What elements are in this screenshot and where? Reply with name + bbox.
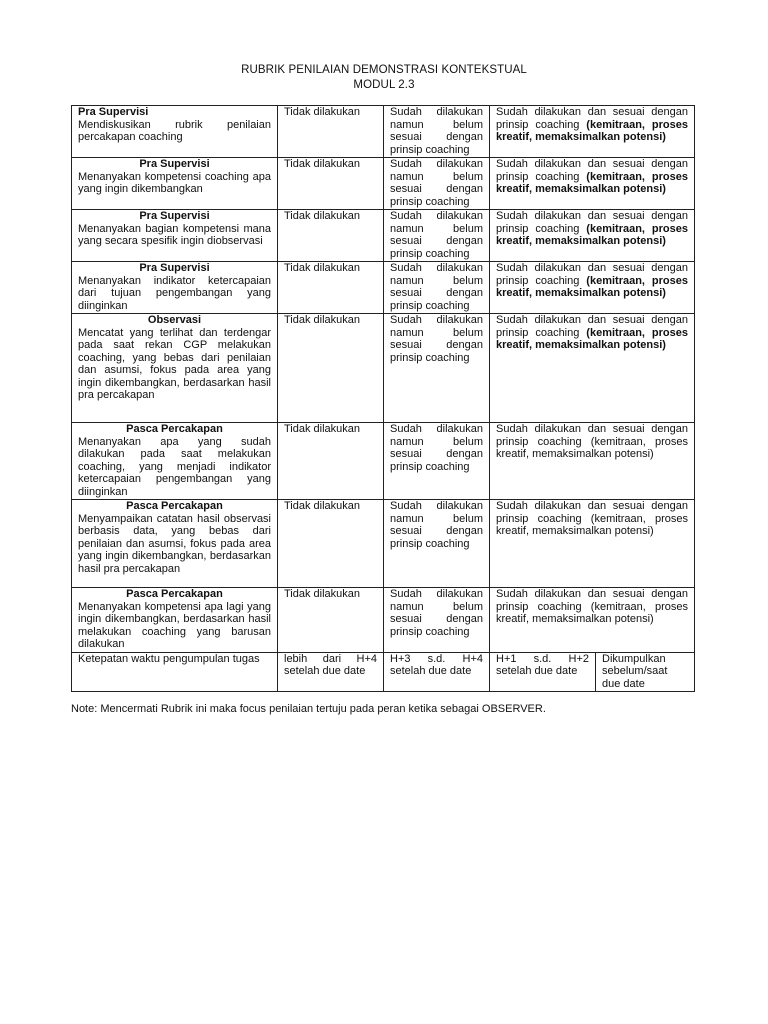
criterion-description: Menanyakan kompetensi apa lagi yang ingin dikembangkan, berdasarkan hasil melakukan coaching yang barusan dilakukan <box>78 600 271 650</box>
score-not-done: Tidak dilakukan <box>278 588 384 653</box>
score-level-1: lebih dari H+4 setelah due date <box>278 652 384 692</box>
criterion-cell <box>72 158 278 210</box>
score-full: Sudah dilakukan dan sesuai dengan prinsip coaching (kemitraan, proses kreatif, memaksimalkan potensi) <box>490 588 695 653</box>
score-partial: Sudah dilakukan namun belum sesuai dengan prinsip coaching <box>384 158 490 210</box>
score-full: Sudah dilakukan dan sesuai dengan prinsip coaching (kemitraan, proses kreatif, memaksimalkan potensi) <box>490 158 695 210</box>
score-full: Sudah dilakukan dan sesuai dengan prinsip coaching (kemitraan, proses kreatif, memaksimalkan potensi) <box>490 500 695 588</box>
table-row <box>72 314 695 423</box>
criterion-header: Pra Supervisi <box>139 158 210 170</box>
criterion-timeliness: Ketepatan waktu pengumpulan tugas <box>72 652 278 692</box>
observer-note: Note: Mencermati Rubrik ini maka focus penilaian tertuju pada peran ketika sebagai OBSERVER. <box>71 703 546 715</box>
criterion-header: Pasca Percakapan <box>126 500 223 512</box>
criterion-cell <box>72 500 278 588</box>
table-row <box>72 588 695 653</box>
criterion-description: Menanyakan apa yang sudah dilakukan pada saat melakukan coaching, yang menjadi indikator ketercapaian pengembangan yang diinginkan <box>78 435 271 498</box>
score-partial: Sudah dilakukan namun belum sesuai dengan prinsip coaching <box>384 106 490 158</box>
table-row <box>72 210 695 262</box>
score-not-done: Tidak dilakukan <box>278 262 384 314</box>
criterion-cell <box>72 210 278 262</box>
score-level-4: Dikumpulkan sebelum/saat due date <box>596 652 695 692</box>
criterion-header: Pra Supervisi <box>139 210 210 222</box>
score-not-done: Tidak dilakukan <box>278 314 384 423</box>
document-title: RUBRIK PENILAIAN DEMONSTRASI KONTEKSTUAL <box>241 64 527 76</box>
rubric-table <box>71 105 695 692</box>
score-not-done: Tidak dilakukan <box>278 158 384 210</box>
criterion-description: Menanyakan kompetensi coaching apa yang ingin dikembangkan <box>78 170 271 195</box>
score-full: Sudah dilakukan dan sesuai dengan prinsip coaching (kemitraan, proses kreatif, memaksimalkan potensi) <box>490 106 695 158</box>
criterion-cell <box>72 106 278 158</box>
criterion-header: Pasca Percakapan <box>126 423 223 435</box>
score-partial: Sudah dilakukan namun belum sesuai dengan prinsip coaching <box>384 314 490 423</box>
score-level-2: H+3 s.d. H+4 setelah due date <box>384 652 490 692</box>
criterion-description: Menanyakan indikator ketercapaian dari tujuan pengembangan yang diinginkan <box>78 274 271 312</box>
score-partial: Sudah dilakukan namun belum sesuai dengan prinsip coaching <box>384 423 490 500</box>
criterion-header: Pasca Percakapan <box>126 588 223 600</box>
criterion-cell <box>72 262 278 314</box>
criterion-description: Mendiskusikan rubrik penilaian percakapan coaching <box>78 118 271 143</box>
criterion-cell <box>72 588 278 653</box>
score-not-done: Tidak dilakukan <box>278 500 384 588</box>
criterion-description: Mencatat yang terlihat dan terdengar pada saat rekan CGP melakukan coaching, yang bebas dari penilaian dan asumsi, fokus pada area yang ingin dikembangkan, berdasarkan hasil pra percakapan <box>78 326 271 401</box>
table-row <box>72 262 695 314</box>
score-not-done: Tidak dilakukan <box>278 423 384 500</box>
criterion-header: Pra Supervisi <box>139 262 210 274</box>
score-full: Sudah dilakukan dan sesuai dengan prinsip coaching (kemitraan, proses kreatif, memaksimalkan potensi) <box>490 314 695 423</box>
table-row <box>72 423 695 500</box>
score-partial: Sudah dilakukan namun belum sesuai dengan prinsip coaching <box>384 210 490 262</box>
criterion-cell <box>72 423 278 500</box>
score-full: Sudah dilakukan dan sesuai dengan prinsip coaching (kemitraan, proses kreatif, memaksimalkan potensi) <box>490 423 695 500</box>
score-full: Sudah dilakukan dan sesuai dengan prinsip coaching (kemitraan, proses kreatif, memaksimalkan potensi) <box>490 262 695 314</box>
score-partial: Sudah dilakukan namun belum sesuai dengan prinsip coaching <box>384 588 490 653</box>
document-subtitle: MODUL 2.3 <box>353 79 415 91</box>
score-partial: Sudah dilakukan namun belum sesuai dengan prinsip coaching <box>384 262 490 314</box>
table-row <box>72 652 695 692</box>
table-row <box>72 106 695 158</box>
score-not-done: Tidak dilakukan <box>278 106 384 158</box>
criterion-header: Pra Supervisi <box>78 106 149 118</box>
score-level-3: H+1 s.d. H+2 setelah due date <box>490 652 596 692</box>
table-row <box>72 158 695 210</box>
criterion-description: Menyampaikan catatan hasil observasi berbasis data, yang bebas dari penilaian dan asumsi, fokus pada area yang ingin dikembangkan, berdasarkan hasil pra percakapan <box>78 512 271 575</box>
table-row <box>72 500 695 588</box>
criterion-header: Observasi <box>147 314 202 326</box>
score-not-done: Tidak dilakukan <box>278 210 384 262</box>
criterion-cell <box>72 314 278 423</box>
score-full: Sudah dilakukan dan sesuai dengan prinsip coaching (kemitraan, proses kreatif, memaksimalkan potensi) <box>490 210 695 262</box>
criterion-description: Menanyakan bagian kompetensi mana yang secara spesifik ingin diobservasi <box>78 222 271 247</box>
score-partial: Sudah dilakukan namun belum sesuai dengan prinsip coaching <box>384 500 490 588</box>
